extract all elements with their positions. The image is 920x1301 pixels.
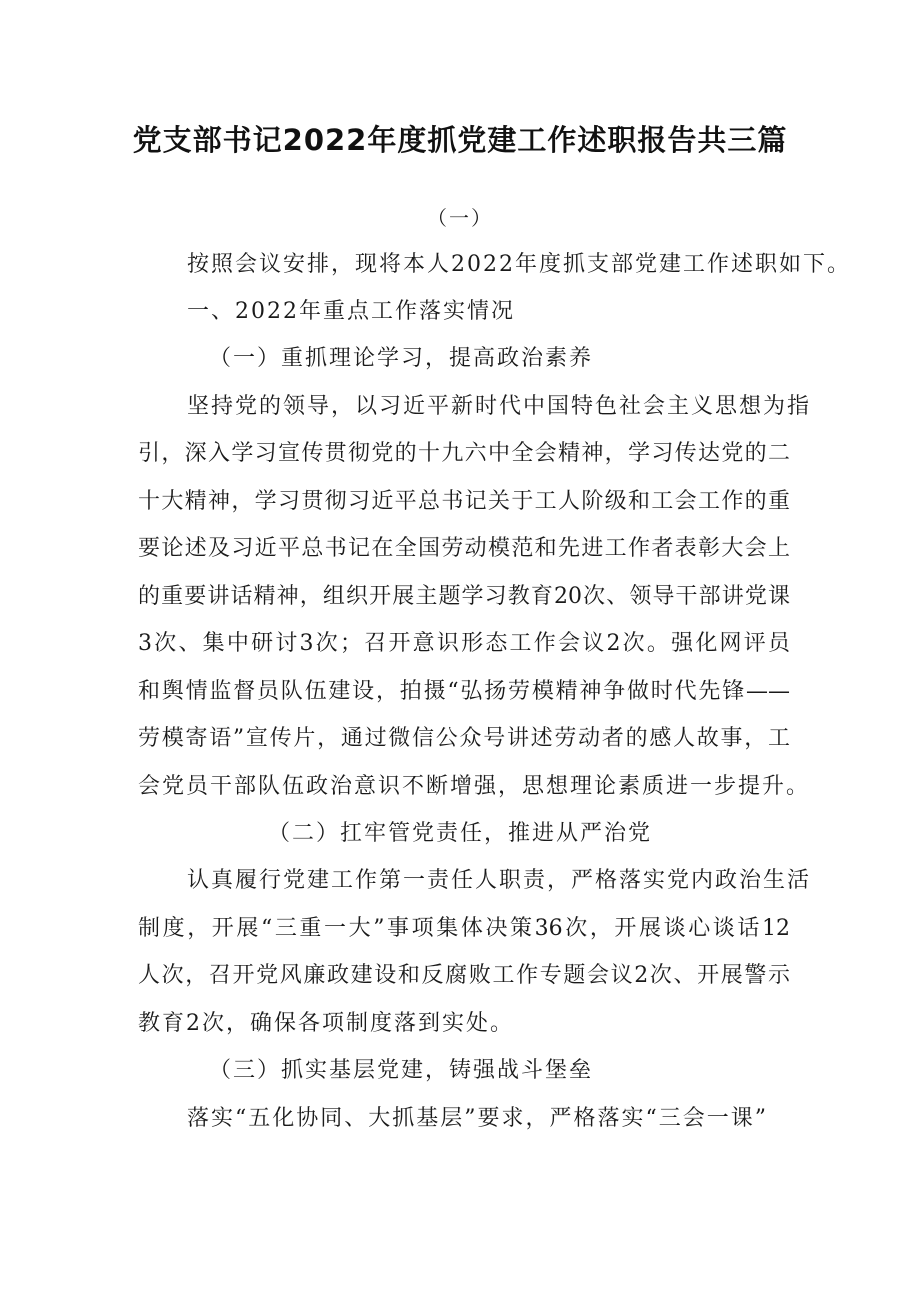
sub1-line: 和舆情监督员队伍建设，拍摄“弘扬劳模精神争做时代先锋—— <box>138 679 790 704</box>
sub3-heading: （三）抓实基层党建，铸强战斗堡垒 <box>209 1058 594 1083</box>
sub1-line: 劳模寄语”宣传片，通过微信公众号讲述劳动者的感人故事，工 <box>138 726 790 751</box>
sub2-line: 认真履行党建工作第一责任人职责，严格落实党内政治生活 <box>187 868 812 893</box>
sub1-line: 引，深入学习宣传贯彻党的十九六中全会精神，学习传达党的二 <box>138 441 790 466</box>
sub1-heading: （一）重抓理论学习，提高政治素养 <box>209 346 594 371</box>
sub1-line: 十大精神，学习贯彻习近平总书记关于工人阶级和工会工作的重 <box>138 489 790 514</box>
intro-paragraph: 按照会议安排，现将本人2022年度抓支部党建工作述职如下。 <box>187 252 851 277</box>
sub2-line: 教育2次，确保各项制度落到实处。 <box>138 1011 514 1036</box>
sub1-line: 会党员干部队伍政治意识不断增强，思想理论素质进一步提升。 <box>138 774 811 799</box>
sub2-line: 制度，开展“三重一大”事项集体决策36次，开展谈心谈话12 <box>138 916 790 941</box>
sub3-line: 落实“五化协同、大抓基层”要求，严格落实“三会一课” <box>187 1106 768 1131</box>
sub1-line: 3次、集中研讨3次；召开意识形态工作会议2次。强化网评员 <box>138 631 790 656</box>
section-heading: 一、2022年重点工作落实情况 <box>187 299 515 324</box>
document-title: 党支部书记2022年度抓党建工作述职报告共三篇 <box>132 123 788 157</box>
part-label: （一） <box>427 206 493 230</box>
sub1-line: 要论述及习近平总书记在全国劳动模范和先进工作者表彰大会上 <box>138 536 790 561</box>
sub1-line: 的重要讲话精神，组织开展主题学习教育20次、领导干部讲党课 <box>138 584 790 609</box>
sub2-line: 人次，召开党风廉政建设和反腐败工作专题会议2次、开展警示 <box>138 963 790 988</box>
sub1-line: 坚持党的领导，以习近平新时代中国特色社会主义思想为指 <box>187 394 812 419</box>
sub2-heading: （二）扛牢管党责任，推进从严治党 <box>267 821 652 846</box>
